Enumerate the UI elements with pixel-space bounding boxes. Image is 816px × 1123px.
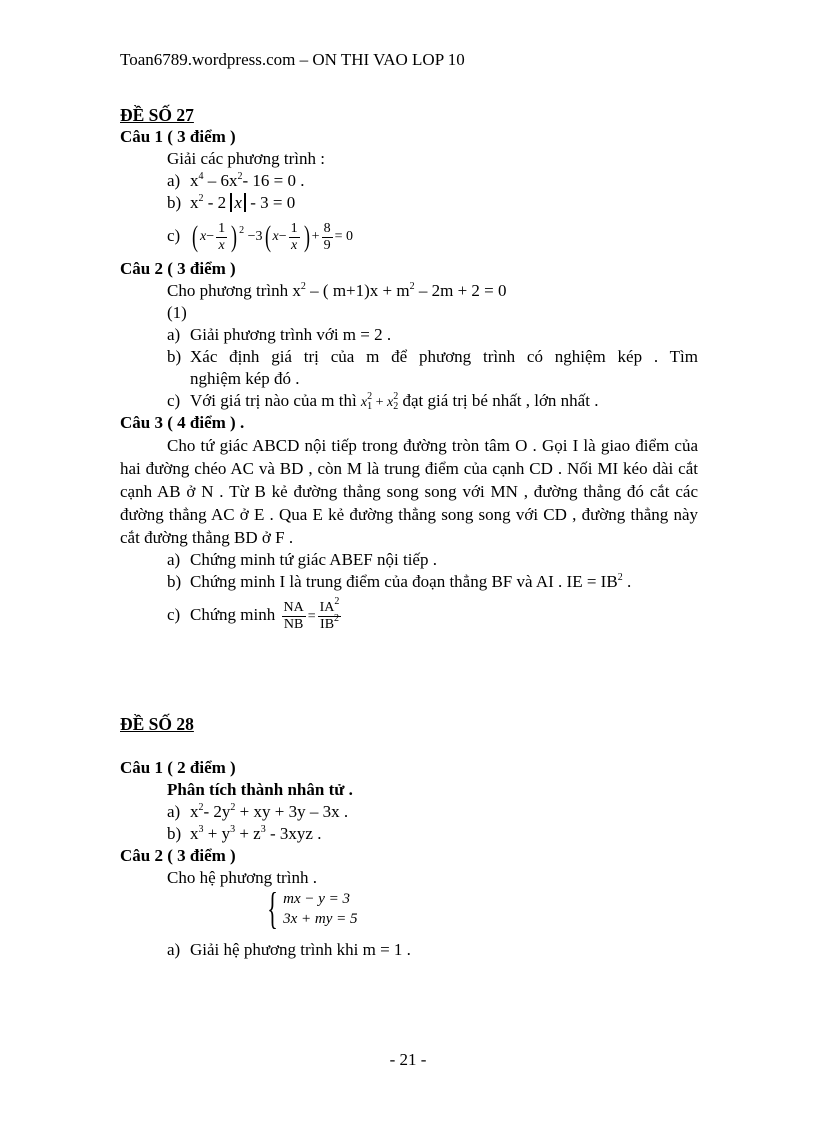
- exam-28-title: ĐỀ SỐ 28: [120, 714, 194, 734]
- exam-27-q1-c: [120, 214, 698, 258]
- exam-28-q1-a: a) $x^2-$ $2y^2$ + xy + 3y – 3x .: [167, 802, 349, 821]
- item-label: a): [167, 325, 181, 344]
- equation-c: ( x− $\frac{1}{x}$ ) $^2$ −3( x− $\frac{1}{x}$ ) + $\frac{8}{9}$ = 0: [192, 220, 353, 254]
- item-label: b): [167, 824, 182, 843]
- item-label: a): [167, 940, 181, 959]
- absolute-value: x: [230, 193, 246, 212]
- exam-27-q3-a: a) Chứng minh tứ giác ABEF nội tiếp .: [167, 550, 437, 569]
- exam-27-q3-b: b) Chứng minh I là trung điểm của đoạn thẳng BF và AI . IE = $IB^2$ .: [167, 572, 632, 591]
- exam-27-q1-title: Câu 1 ( 3 điểm ): [120, 127, 236, 146]
- exam-27-q2-title: Câu 2 ( 3 điểm ): [120, 259, 236, 278]
- exam-27-q3-title: Câu 3 ( 4 điểm ) .: [120, 413, 245, 432]
- page-header: Toan6789.wordpress.com – ON THI VAO LOP 10: [120, 50, 465, 69]
- exam-28-q1-intro: Phân tích thành nhân tử .: [167, 780, 353, 799]
- item-label: c): [167, 391, 181, 410]
- item-label: b): [167, 347, 182, 366]
- item-label: c): [167, 226, 181, 245]
- exam-27-q3-text: Cho tứ giác ABCD nội tiếp trong đường tròn tâm O . Gọi I là giao điểm của hai đường chéo AC và BD , còn M là trung điểm của cạnh CD . Nối MI kéo dài cắt cạnh AB ở N . Từ B kẻ đường thẳng song song với MN , đường thẳng đó cắt các đường thẳng AC ở E . Qua E kẻ đường thẳng song song với CD , đường thẳng này cắt đường thẳng BD ở F .: [120, 436, 698, 547]
- item-label: a): [167, 802, 181, 821]
- exam-27-q1-intro: Giải các phương trình :: [167, 149, 325, 168]
- exam-27-q3-c: c) Chứng minh $\frac{NA}{NB}$ = $\frac{IA^2}{IB^2}$: [120, 593, 698, 637]
- page-number: - 21 -: [389, 1050, 427, 1069]
- exam-28-q1-b: b) $x^3 + y^3 + z^3 - 3xyz$ .: [167, 824, 322, 843]
- fraction-ia2-ib2: $\frac{IA^2}{IB^2}$: [319, 595, 340, 632]
- system-eq-1: mx − y = 3: [283, 891, 351, 907]
- exam-27-q2-b: b) Xác định giá trị của m để phương trình có nghiệm kép . Tìm nghiệm kép đó .: [167, 347, 698, 388]
- exam-27-q1-a: a) $x^4 - 6x^2-$ 16 = 0 .: [167, 171, 305, 190]
- exam-27-q2-intro: Cho phương trình $x^2$ – ( $m+1)x + m^2 - 2m + 2 = 0$: [167, 281, 507, 300]
- system-eq-2: 3x + my = 5: [283, 911, 358, 927]
- fraction-one-over-x: $\frac{1}{x}$: [218, 220, 226, 253]
- brace-icon: {: [267, 884, 278, 933]
- item-label: a): [167, 171, 181, 190]
- fraction-eight-ninths: $\frac{8}{9}$: [323, 220, 331, 253]
- exam-27-q2-ref: (1): [167, 303, 187, 322]
- exam-27-title: ĐỀ SỐ 27: [120, 105, 194, 125]
- item-label: c): [167, 605, 181, 624]
- fraction-na-nb: $\frac{NA}{NB}$: [283, 599, 304, 632]
- exam-28-q2-title: Câu 2 ( 3 điểm ): [120, 846, 236, 865]
- exam-28-q1-title: Câu 1 ( 2 điểm ): [120, 758, 236, 777]
- exam-27-q2-c: c) Với giá trị nào của m thì $x_1^2 + x_2^2$ đạt giá trị bé nhất , lớn nhất .: [167, 391, 599, 412]
- exam-28-q2-intro: Cho hệ phương trình .: [167, 868, 317, 887]
- item-label: b): [167, 193, 182, 212]
- item-label: a): [167, 550, 181, 569]
- equation-system: [120, 884, 698, 939]
- item-label: b): [167, 572, 182, 591]
- exam-27-q1-b: b) $x^2 - 2$ x - 3 = 0: [167, 193, 296, 212]
- exam-27-q2-a: a) Giải phương trình với m = 2 .: [167, 325, 392, 344]
- exam-27: [120, 104, 698, 637]
- fraction-one-over-x: $\frac{1}{x}$: [290, 220, 298, 253]
- exam-28-q2-a: a) Giải hệ phương trình khi m = 1 .: [167, 940, 411, 959]
- exam-28: [120, 713, 698, 961]
